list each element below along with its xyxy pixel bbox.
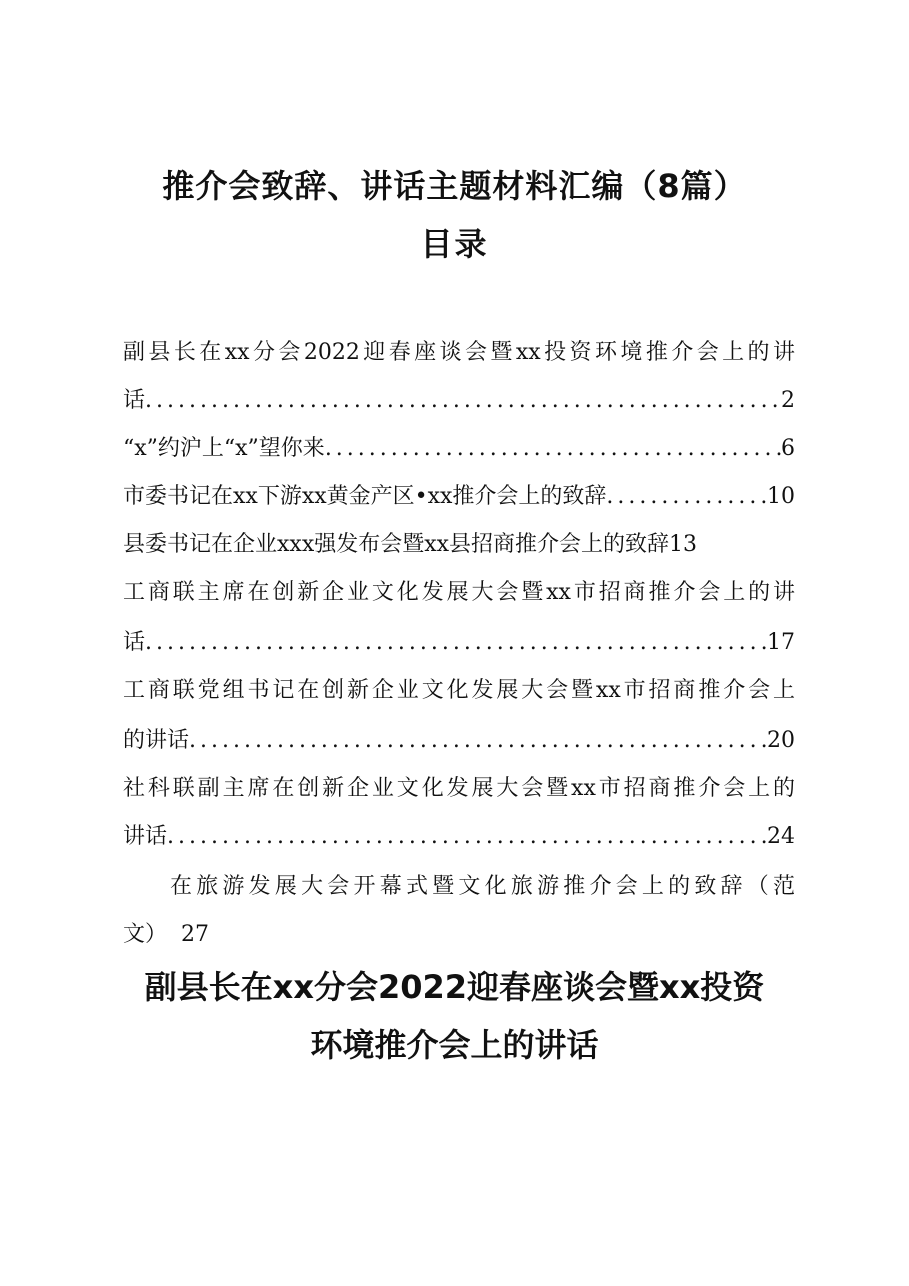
toc-entry-1-line1[interactable]: 副县长在xx分会2022迎春座谈会暨xx投资环境推介会上的讲 (123, 340, 795, 365)
toc-entry-8-line2[interactable] (123, 918, 795, 952)
toc-entry-label: 文） (123, 922, 168, 947)
document-title: 推介会致辞、讲话主题材料汇编（8篇） (162, 167, 747, 205)
toc-entry-label: 讲话 (123, 824, 168, 849)
toc-entry-8-line1[interactable]: 在旅游发展大会开幕式暨文化旅游推介会上的致辞（范 (170, 874, 795, 899)
toc-entry-1-line2[interactable] (123, 384, 795, 418)
toc-entry-5-line1[interactable]: 工商联主席在创新企业文化发展大会暨xx市招商推介会上的讲 (123, 580, 795, 605)
toc-page-number: 6 (781, 436, 795, 461)
toc-entry-5-line2[interactable] (123, 626, 795, 660)
toc-leader-dots (189, 724, 767, 758)
toc-page-number: 20 (767, 728, 795, 753)
toc-page-number: 17 (767, 630, 795, 655)
toc-leader-dots (167, 820, 767, 854)
toc-page-number: 10 (767, 484, 795, 509)
section-title (0, 958, 909, 1074)
toc-entry-2[interactable] (123, 432, 795, 466)
toc-entry-label: “x”约沪上“x”望你来 (123, 436, 325, 461)
toc-leader-dots (145, 384, 781, 418)
toc-page-number: 13 (669, 532, 698, 557)
toc-leader-dots (325, 432, 781, 466)
toc-entry-7-line2[interactable] (123, 820, 795, 854)
toc-entry-3[interactable] (123, 480, 795, 514)
toc-entry-label: 县委书记在企业xxx强发布会暨xx县招商推介会上的致辞 (123, 532, 670, 557)
toc-page-number: 2 (781, 388, 795, 413)
toc-entry-label: 话 (123, 630, 146, 655)
toc-entry-label: 市委书记在xx下游xx黄金产区•xx推介会上的致辞 (123, 484, 607, 509)
toc-page-number: 24 (767, 824, 795, 849)
toc-leader-dots (606, 480, 767, 514)
section-title-line2: 环境推介会上的讲话 (310, 1026, 599, 1064)
toc-page-number: 27 (181, 922, 210, 947)
toc-entry-label: 话 (123, 388, 146, 413)
toc-leader-dots (145, 626, 767, 660)
toc-entry-6-line1[interactable]: 工商联党组书记在创新企业文化发展大会暨xx市招商推介会上 (123, 678, 795, 703)
toc-entry-7-line1[interactable]: 社科联副主席在创新企业文化发展大会暨xx市招商推介会上的 (123, 776, 795, 801)
toc-entry-6-line2[interactable] (123, 724, 795, 758)
toc-entry-4[interactable] (123, 528, 795, 562)
toc-entry-label: 的讲话 (123, 728, 190, 753)
section-title-line1: 副县长在xx分会2022迎春座谈会暨xx投资 (144, 968, 765, 1006)
toc-heading: 目录 (420, 225, 489, 263)
